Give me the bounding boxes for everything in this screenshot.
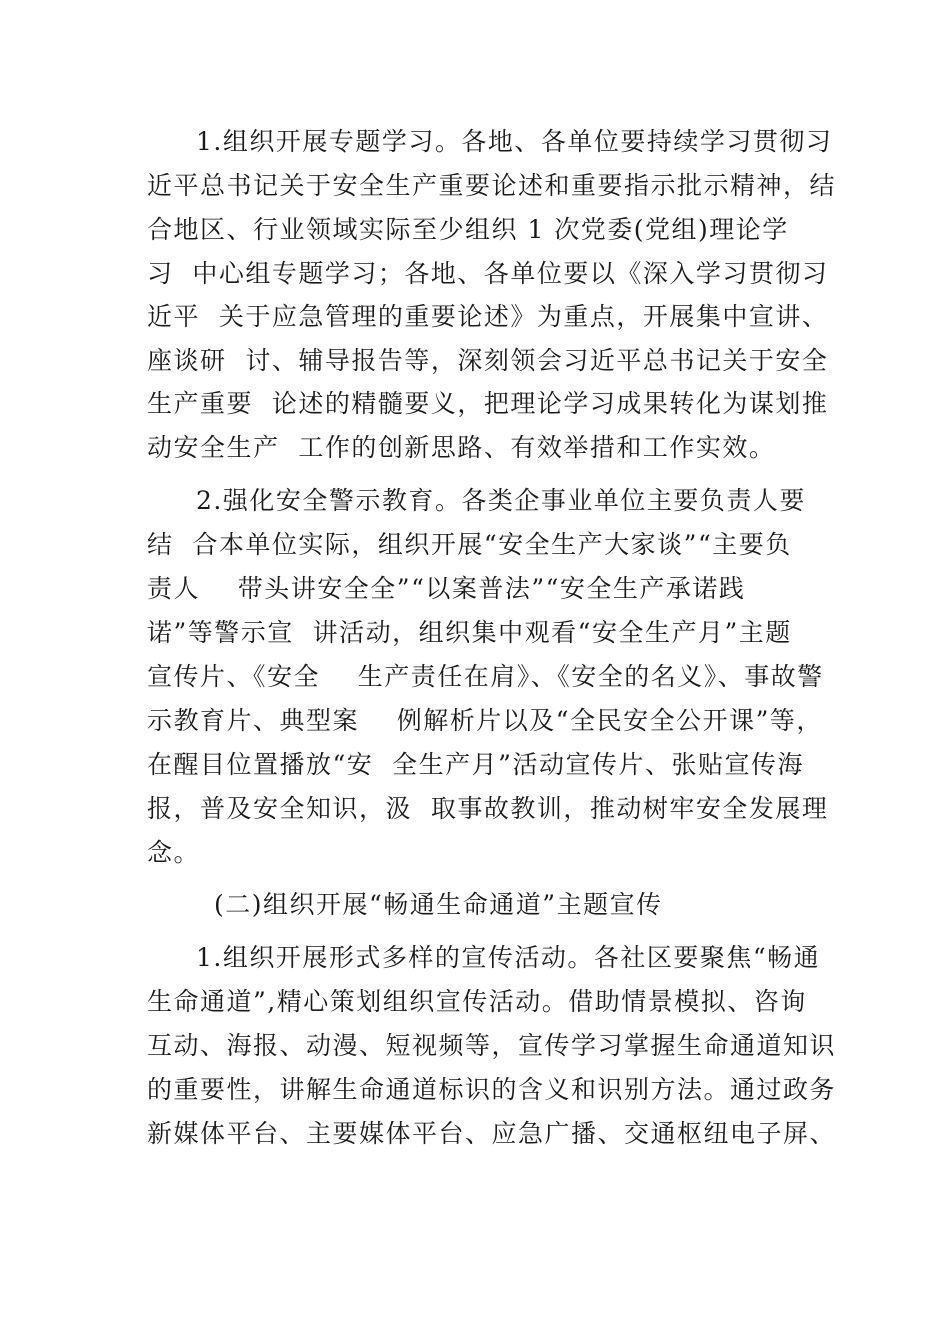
text-line: 结 合本单位实际，组织开展“安全生产大家谈”“主要负 — [147, 530, 792, 559]
text-line: 1.组织开展专题学习。各地、各单位要持续学习贯彻习 — [196, 127, 833, 156]
text-line: 报，普及安全知识，汲 取事故教训，推动树牢安全发展理 — [147, 794, 829, 823]
section-heading: (二)组织开展“畅通生命通道”主题宣传 — [214, 890, 663, 919]
text-line: 生产重要 论述的精髓要义，把理论学习成果转化为谋划推 — [147, 389, 829, 418]
text-line: 习 中心组专题学习；各地、各单位要以《深入学习贯彻习 — [147, 259, 829, 288]
text-line: 近平 关于应急管理的重要论述》为重点，开展集中宣讲、 — [147, 302, 829, 331]
text-line: 互动、海报、动漫、短视频等，宣传学习掌握生命通道知识 — [147, 1031, 837, 1060]
text-line: 合地区、行业领域实际至少组织 1 次党委(党组)理论学 — [147, 215, 789, 244]
text-line: 1.组织开展形式多样的宣传活动。各社区要聚焦“畅通 — [196, 943, 821, 972]
text-line: 2.强化安全警示教育。各类企事业单位主要负责人要 — [196, 486, 806, 515]
text-line: 动安全生产 工作的创新思路、有效举措和工作实效。 — [147, 433, 776, 462]
text-line: 新媒体平台、主要媒体平台、应急广播、交通枢纽电子屏、 — [147, 1119, 837, 1148]
text-line: 座谈研 讨、辅导报告等，深刻领会习近平总书记关于安全 — [147, 346, 829, 375]
text-line: 诺”等警示宣 讲活动，组织集中观看“安全生产月”主题 — [147, 618, 792, 647]
text-line: 示教育片、典型案 例解析片以及“全民安全公开课”等， — [147, 706, 823, 735]
text-line: 责人 带头讲安全全”“以案普法”“安全生产承诺践 — [147, 574, 746, 603]
text-line: 在醒目位置播放“安 全生产月”活动宣传片、张贴宣传海 — [147, 750, 804, 779]
text-line: 的重要性，讲解生命通道标识的含义和识别方法。通过政务 — [147, 1075, 837, 1104]
text-line: 宣传片、《安全 生产责任在肩》、《安全的名义》、事故警 — [147, 662, 824, 691]
text-line: 生命通道”,精心策划组织宣传活动。借助情景模拟、咨询 — [147, 987, 807, 1016]
text-line: 念。 — [147, 838, 201, 867]
text-line: 近平总书记关于安全生产重要论述和重要指示批示精神，结 — [147, 171, 837, 200]
